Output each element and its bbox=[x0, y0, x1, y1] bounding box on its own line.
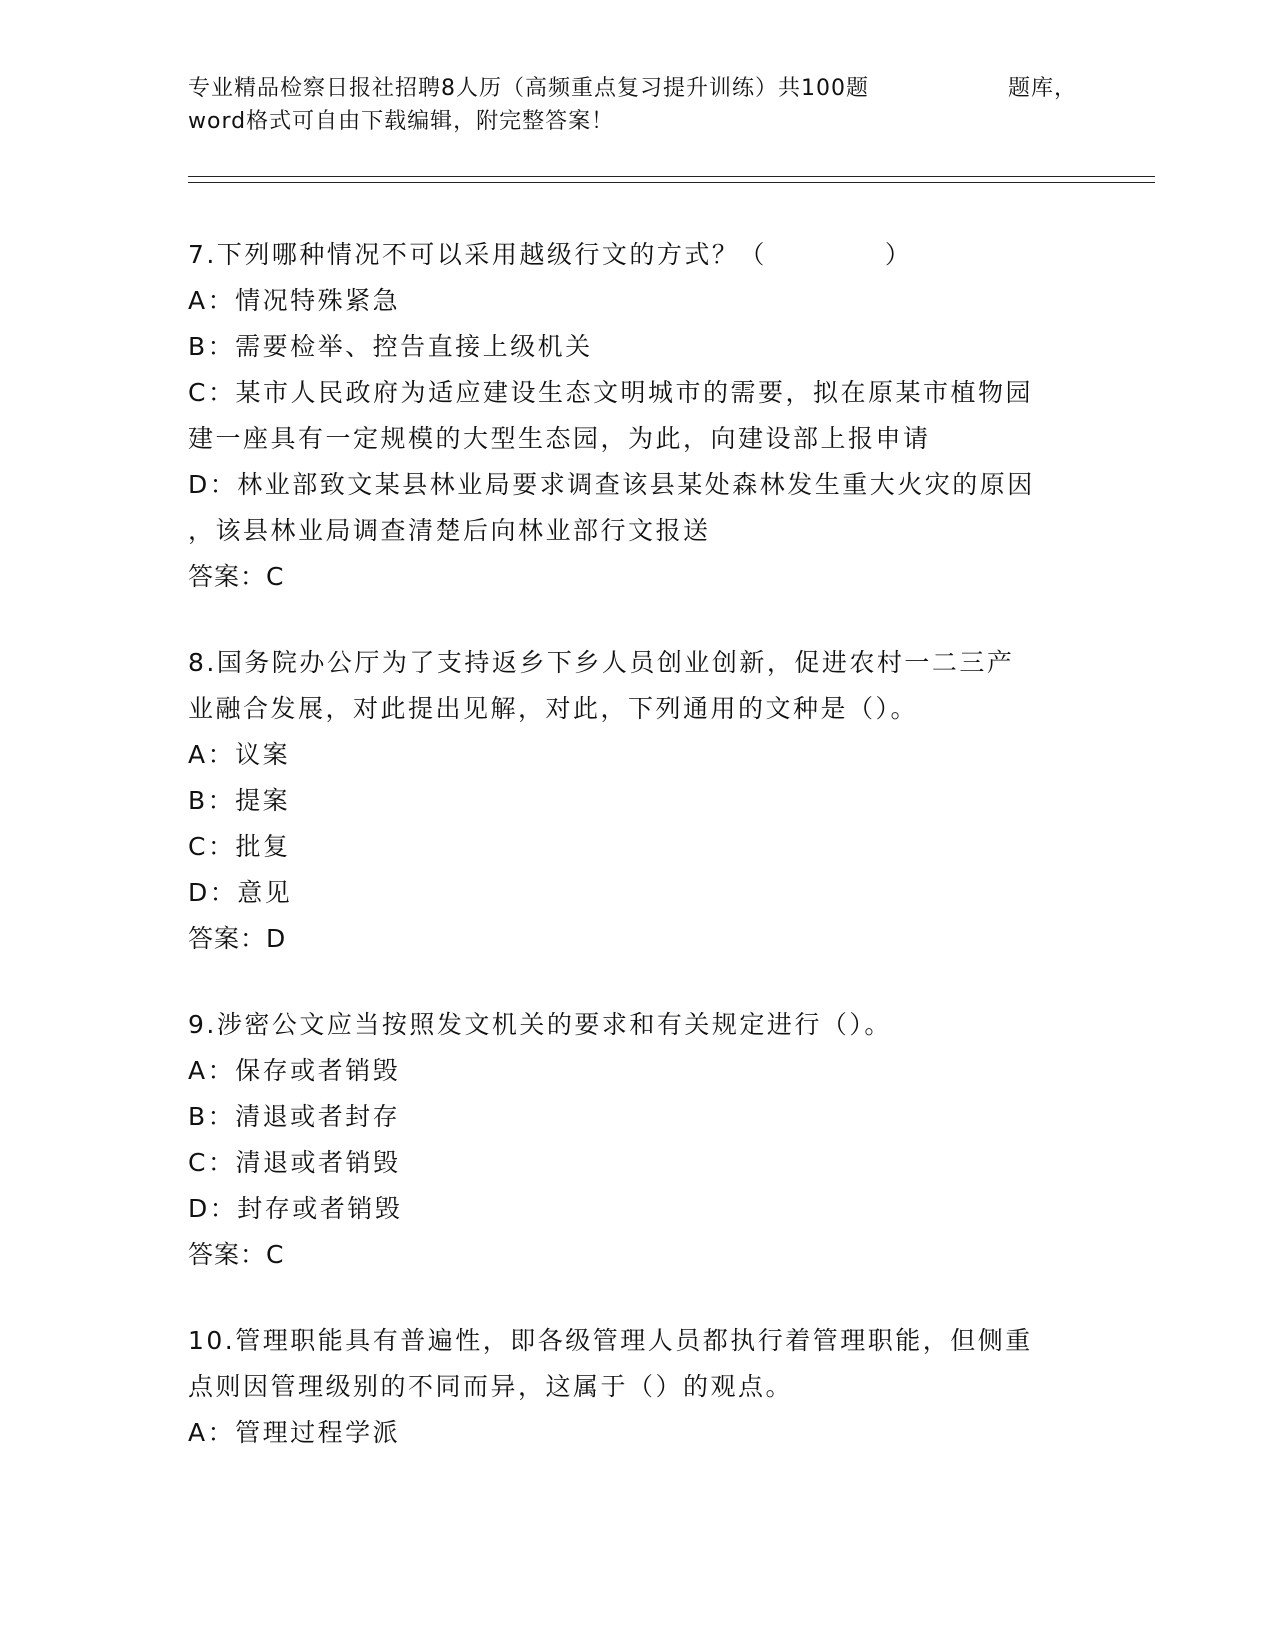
option-c: C：批复 bbox=[188, 832, 291, 861]
question-list bbox=[188, 232, 1088, 1496]
option-d: D：封存或者销毁 bbox=[188, 1194, 403, 1223]
question-stem: 8.国务院办公厅为了支持返乡下乡人员创业创新，促进农村一二三产 bbox=[188, 648, 1015, 677]
question-stem-continued: 业融合发展，对此提出见解，对此，下列通用的文种是（）。 bbox=[188, 694, 919, 723]
document-header bbox=[188, 72, 1078, 138]
answer-line: 答案：C bbox=[188, 562, 285, 591]
question-10 bbox=[188, 1318, 1088, 1456]
question-7 bbox=[188, 232, 1088, 600]
question-stem-continued: 点则因管理级别的不同而异，这属于（）的观点。 bbox=[188, 1372, 794, 1401]
option-a: A：情况特殊紧急 bbox=[188, 286, 401, 315]
option-a: A：管理过程学派 bbox=[188, 1418, 401, 1447]
option-d: D：林业部致文某县林业局要求调查该县某处森林发生重大火灾的原因 bbox=[188, 470, 1035, 499]
option-c: C：清退或者销毁 bbox=[188, 1148, 401, 1177]
option-c-continued: 建一座具有一定规模的大型生态园，为此，向建设部上报申请 bbox=[188, 424, 931, 453]
question-8 bbox=[188, 640, 1088, 962]
option-a: A：保存或者销毁 bbox=[188, 1056, 401, 1085]
question-9 bbox=[188, 1002, 1088, 1278]
header-title: 专业精品检察日报社招聘8人历（高频重点复习提升训练）共100题 bbox=[188, 76, 869, 101]
question-stem: 7.下列哪种情况不可以采用越级行文的方式？（ ） bbox=[188, 240, 913, 269]
header-line-1 bbox=[188, 72, 1078, 105]
header-divider-bottom bbox=[188, 182, 1155, 183]
header-title-tail: 题库， bbox=[1008, 76, 1078, 101]
header-line-2: word格式可自由下载编辑，附完整答案！ bbox=[188, 109, 615, 134]
answer-line: 答案：D bbox=[188, 924, 287, 953]
question-stem: 10.管理职能具有普遍性，即各级管理人员都执行着管理职能，但侧重 bbox=[188, 1326, 1033, 1355]
option-b: B：提案 bbox=[188, 786, 291, 815]
question-stem: 9.涉密公文应当按照发文机关的要求和有关规定进行（）。 bbox=[188, 1010, 892, 1039]
option-c: C：某市人民政府为适应建设生态文明城市的需要，拟在原某市植物园 bbox=[188, 378, 1033, 407]
header-divider-top bbox=[188, 176, 1155, 177]
option-b: B：需要检举、控告直接上级机关 bbox=[188, 332, 593, 361]
answer-line: 答案：C bbox=[188, 1240, 285, 1269]
option-d-continued: ，该县林业局调查清楚后向林业部行文报送 bbox=[188, 516, 711, 545]
option-a: A：议案 bbox=[188, 740, 291, 769]
option-d: D：意见 bbox=[188, 878, 293, 907]
option-b: B：清退或者封存 bbox=[188, 1102, 401, 1131]
